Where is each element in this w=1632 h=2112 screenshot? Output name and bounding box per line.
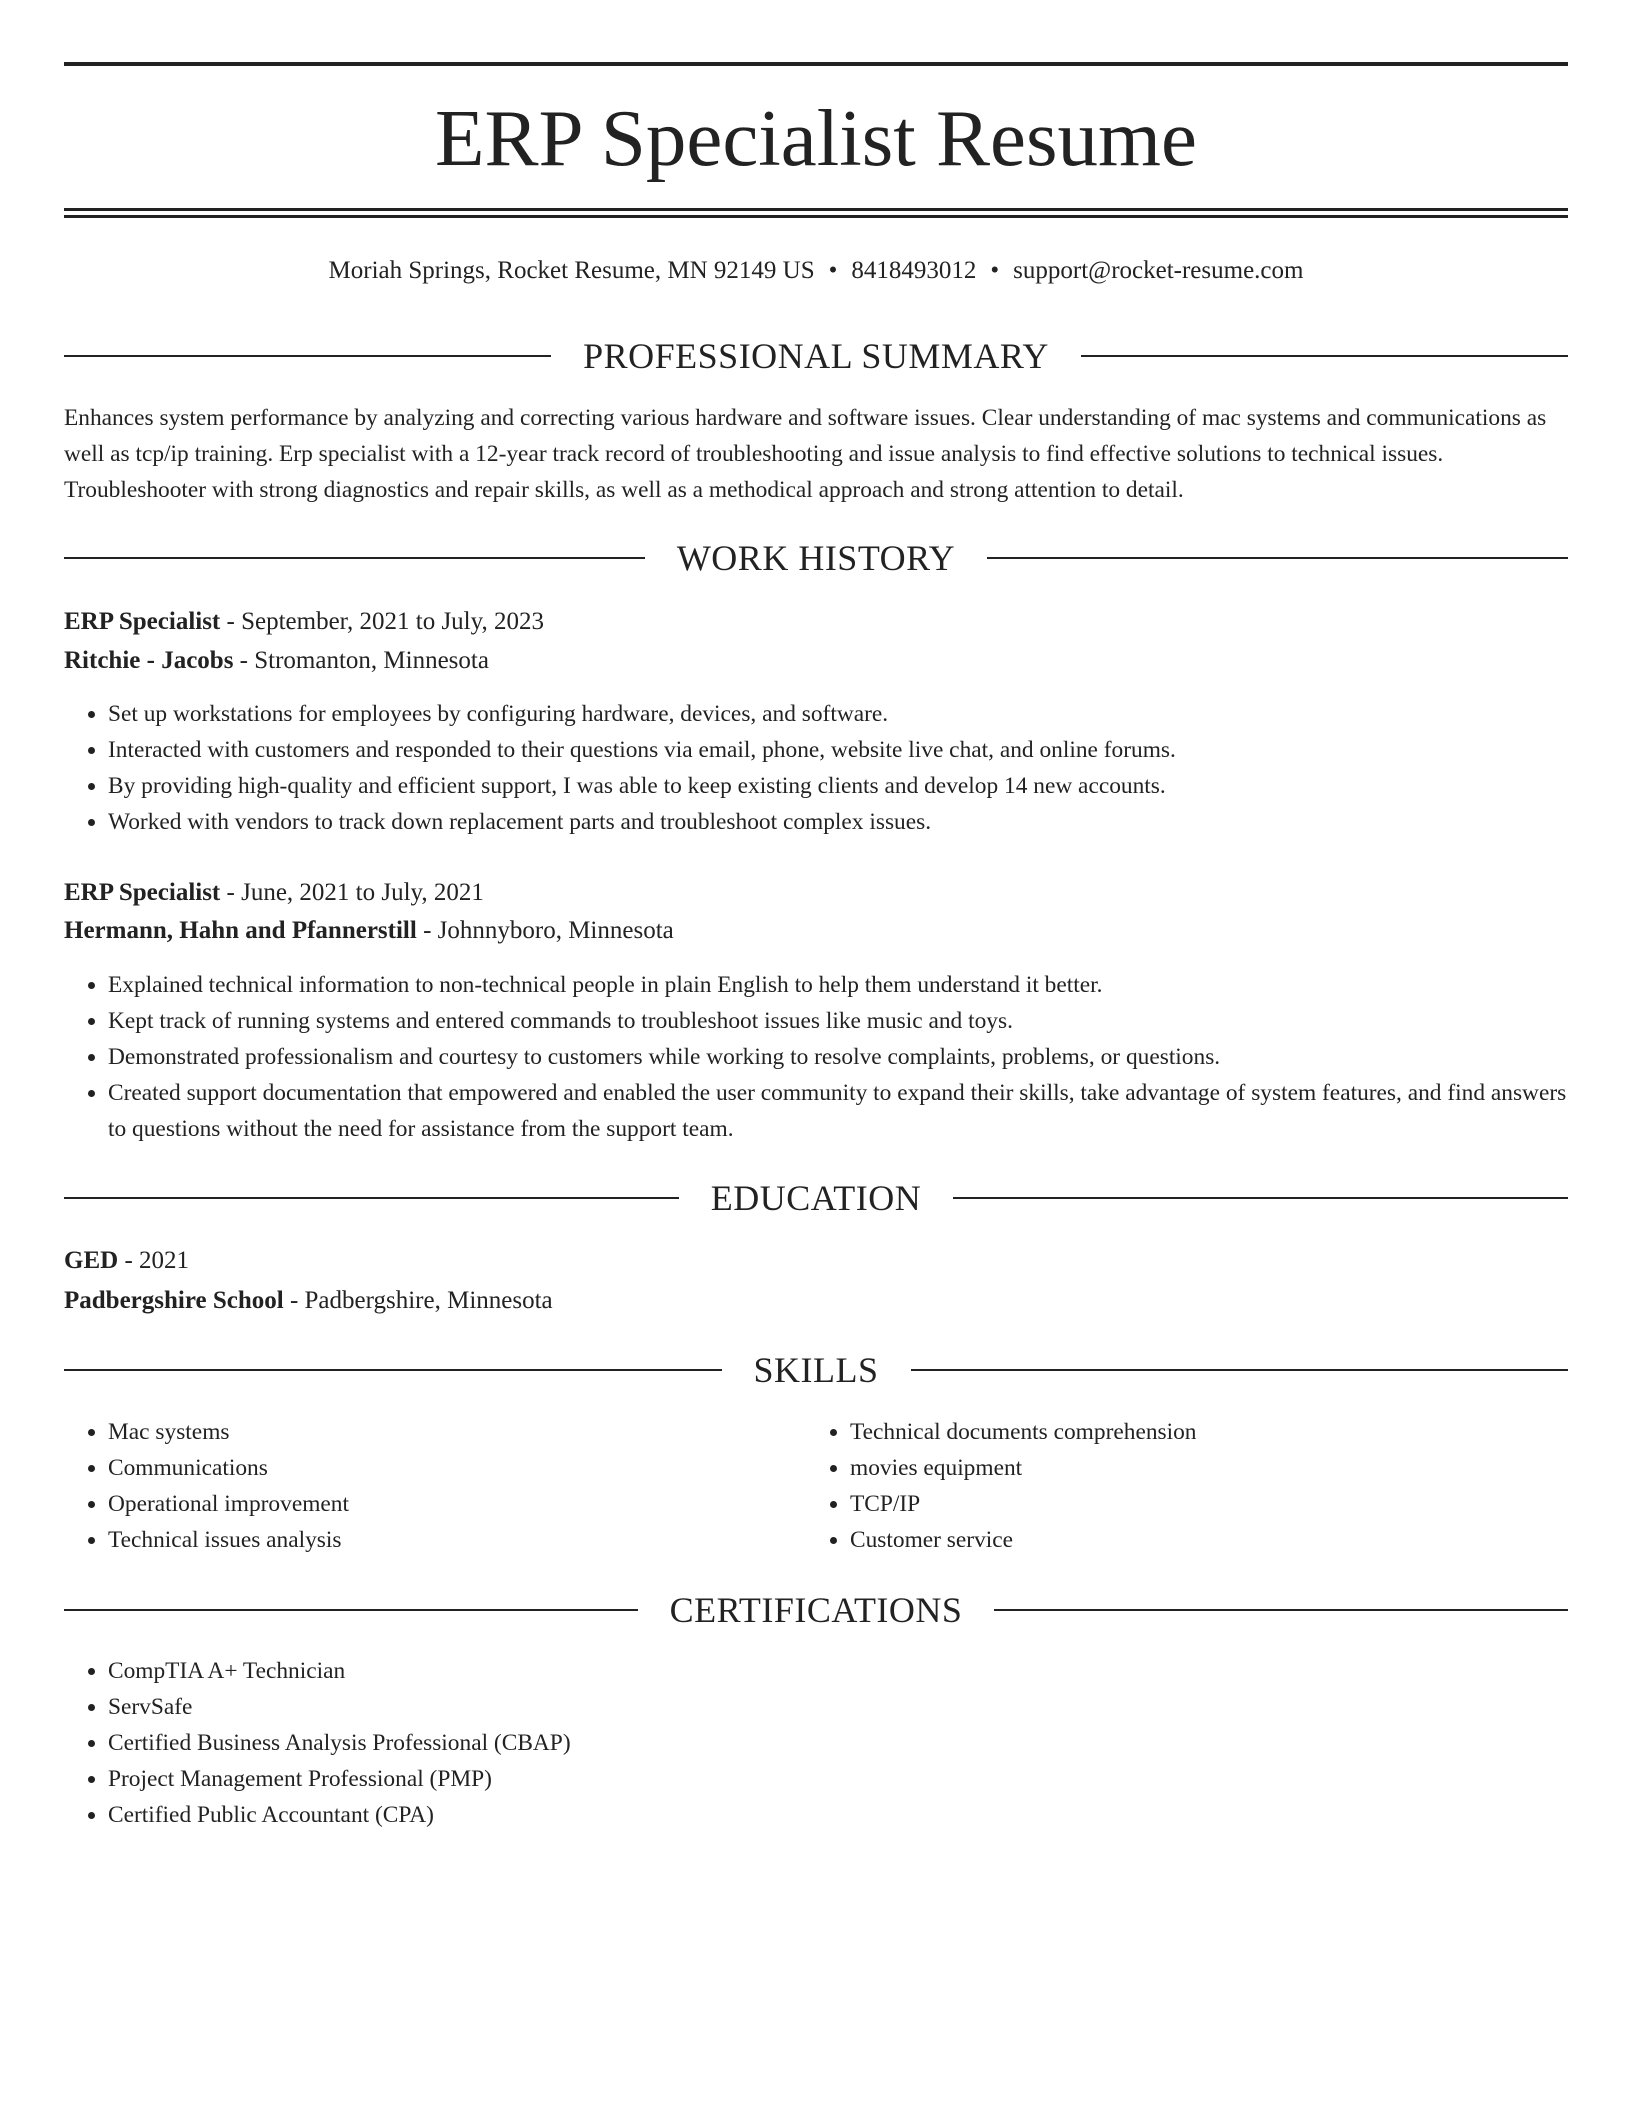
job-role: ERP Specialist	[64, 879, 221, 906]
list-item: • Demonstrated professionalism and courtesy to customers while working to resolve complaints, problems, or questions.	[108, 1039, 1568, 1075]
list-item: • Set up workstations for employees by configuring hardware, devices, and software.	[108, 696, 1568, 732]
job-dates: - September, 2021 to July, 2023	[220, 608, 544, 635]
contact-phone: 8418493012	[851, 257, 977, 284]
job-location: - Johnnyboro, Minnesota	[416, 917, 674, 944]
job-company-line	[64, 643, 1568, 679]
list-item: • Worked with vendors to track down replacement parts and troubleshoot complex issues.	[108, 804, 1568, 840]
education-location: - Padbergshire, Minnesota	[283, 1287, 553, 1314]
section-heading: EDUCATION	[710, 1178, 922, 1218]
title-double-rule-upper	[64, 208, 1568, 211]
job-title-line	[64, 875, 1568, 911]
section-header-skills	[64, 1348, 1568, 1392]
list-item: • Technical issues analysis	[108, 1522, 808, 1558]
contact-address: Moriah Springs, Rocket Resume, MN 92149 US	[328, 257, 815, 284]
header-rule	[64, 557, 645, 559]
list-item: • ServSafe	[108, 1689, 1108, 1725]
header-rule	[64, 355, 551, 357]
contact-line	[64, 254, 1568, 288]
job-bullets	[64, 696, 1568, 840]
section-heading: WORK HISTORY	[676, 538, 956, 578]
list-item: • Certified Public Accountant (CPA)	[108, 1797, 1108, 1833]
section-header-education	[64, 1176, 1568, 1220]
list-item: • Explained technical information to non-technical people in plain English to help them understand it better.	[108, 967, 1568, 1003]
summary-text: Enhances system performance by analyzing and correcting various hardware and software issues. Clear understanding of mac systems and communications as well as tcp/ip training. Erp specialist with a 12-year track record of troubleshooting and issue analysis to find effective solutions to technical issues. Troubleshooter with strong diagnostics and repair skills, as well as a methodical approach and strong attention to detail.	[64, 405, 1547, 503]
list-item: • CompTIA A+ Technician	[108, 1653, 1108, 1689]
skills-list-right	[806, 1414, 1550, 1558]
job-company: Ritchie - Jacobs	[64, 647, 234, 674]
list-item: • Certified Business Analysis Professional (CBAP)	[108, 1725, 1108, 1761]
list-item: • Mac systems	[108, 1414, 808, 1450]
contact-separator: •	[990, 257, 1000, 284]
header-rule	[64, 1197, 679, 1199]
header-rule	[987, 557, 1568, 559]
job-location: - Stromanton, Minnesota	[233, 647, 489, 674]
skills-list-left	[64, 1414, 808, 1558]
header-rule	[64, 1609, 638, 1611]
list-item: • Kept track of running systems and entered commands to troubleshoot issues like music and toys.	[108, 1003, 1568, 1039]
list-item: • Customer service	[850, 1522, 1550, 1558]
page-title: ERP Specialist Resume	[435, 93, 1197, 183]
job-company-line	[64, 913, 1568, 949]
section-header-certifications	[64, 1588, 1568, 1632]
list-item: • movies equipment	[850, 1450, 1550, 1486]
list-item: • Communications	[108, 1450, 808, 1486]
header-rule	[953, 1197, 1568, 1199]
section-header-work-history	[64, 536, 1568, 580]
list-item: • Technical documents comprehension	[850, 1414, 1550, 1450]
top-rule	[64, 62, 1568, 66]
job-dates: - June, 2021 to July, 2021	[220, 879, 484, 906]
section-heading: CERTIFICATIONS	[669, 1590, 963, 1630]
list-item: • By providing high-quality and efficient support, I was able to keep existing clients and develop 14 new accounts.	[108, 768, 1568, 804]
header-rule	[64, 1369, 722, 1371]
section-header-summary	[64, 334, 1568, 378]
list-item: • Interacted with customers and responded to their questions via email, phone, website live chat, and online forums.	[108, 732, 1568, 768]
education-school-line	[64, 1283, 1568, 1319]
certifications-list	[64, 1653, 1108, 1833]
header-rule	[911, 1369, 1569, 1371]
job-bullets	[64, 967, 1568, 1147]
education-year: - 2021	[118, 1247, 190, 1274]
header-rule	[994, 1609, 1568, 1611]
section-heading: PROFESSIONAL SUMMARY	[583, 336, 1049, 376]
title-double-rule-lower	[64, 215, 1568, 218]
job-title-line	[64, 604, 1568, 640]
list-item: • TCP/IP	[850, 1486, 1550, 1522]
list-item: • Created support documentation that empowered and enabled the user community to expand their skills, take advantage of system features, and find answers to questions without the need for assistance from the support team.	[108, 1075, 1568, 1147]
section-heading: SKILLS	[753, 1350, 879, 1390]
list-item: • Operational improvement	[108, 1486, 808, 1522]
contact-separator: •	[828, 257, 838, 284]
contact-email: support@rocket-resume.com	[1013, 257, 1304, 284]
education-school: Padbergshire School	[64, 1287, 284, 1314]
list-item: • Project Management Professional (PMP)	[108, 1761, 1108, 1797]
job-role: ERP Specialist	[64, 608, 221, 635]
education-degree: GED	[64, 1247, 119, 1274]
header-rule	[1081, 355, 1568, 357]
education-degree-line	[64, 1243, 1568, 1279]
job-company: Hermann, Hahn and Pfannerstill	[64, 917, 417, 944]
